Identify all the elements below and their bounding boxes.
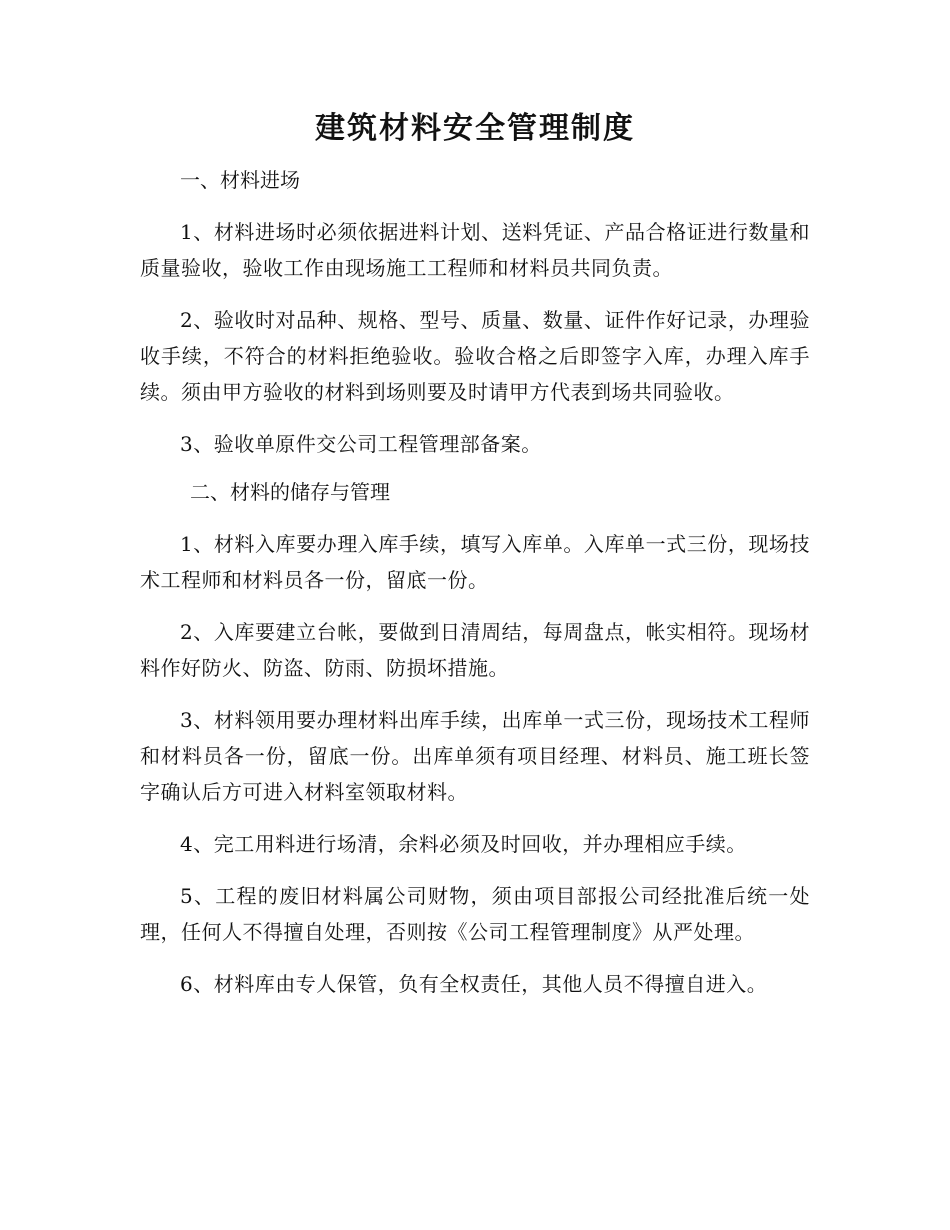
paragraph: 1、材料入库要办理入库手续，填写入库单。入库单一式三份，现场技术工程师和材料员各一份，留底一份。 bbox=[140, 532, 810, 592]
section-heading-storage-management: 二、材料的储存与管理 bbox=[190, 480, 390, 504]
paragraph: 6、材料库由专人保管，负有全权责任，其他人员不得擅自进入。 bbox=[180, 972, 768, 996]
section-heading-material-entry: 一、材料进场 bbox=[180, 168, 300, 192]
paragraph: 2、验收时对品种、规格、型号、质量、数量、证件作好记录，办理验收手续，不符合的材料拒绝验收。验收合格之后即签字入库，办理入库手续。须由甲方验收的材料到场则要及时请甲方代表到场共同验收。 bbox=[140, 308, 810, 404]
paragraph: 5、工程的废旧材料属公司财物，须由项目部报公司经批准后统一处理，任何人不得擅自处理，否则按《公司工程管理制度》从严处理。 bbox=[140, 884, 810, 944]
paragraph: 3、材料领用要办理材料出库手续，出库单一式三份，现场技术工程师和材料员各一份，留底一份。出库单须有项目经理、材料员、施工班长签字确认后方可进入材料室领取材料。 bbox=[140, 708, 810, 804]
paragraph: 1、材料进场时必须依据进料计划、送料凭证、产品合格证进行数量和质量验收，验收工作由现场施工工程师和材料员共同负责。 bbox=[140, 220, 810, 280]
paragraph: 3、验收单原件交公司工程管理部备案。 bbox=[180, 432, 542, 456]
paragraph: 2、入库要建立台帐，要做到日清周结，每周盘点，帐实相符。现场材料作好防火、防盗、防雨、防损坏措施。 bbox=[140, 620, 810, 680]
document-body bbox=[140, 162, 810, 1002]
paragraph: 4、完工用料进行场清，余料必须及时回收，并办理相应手续。 bbox=[180, 832, 747, 856]
document-title: 建筑材料安全管理制度 bbox=[315, 111, 635, 146]
